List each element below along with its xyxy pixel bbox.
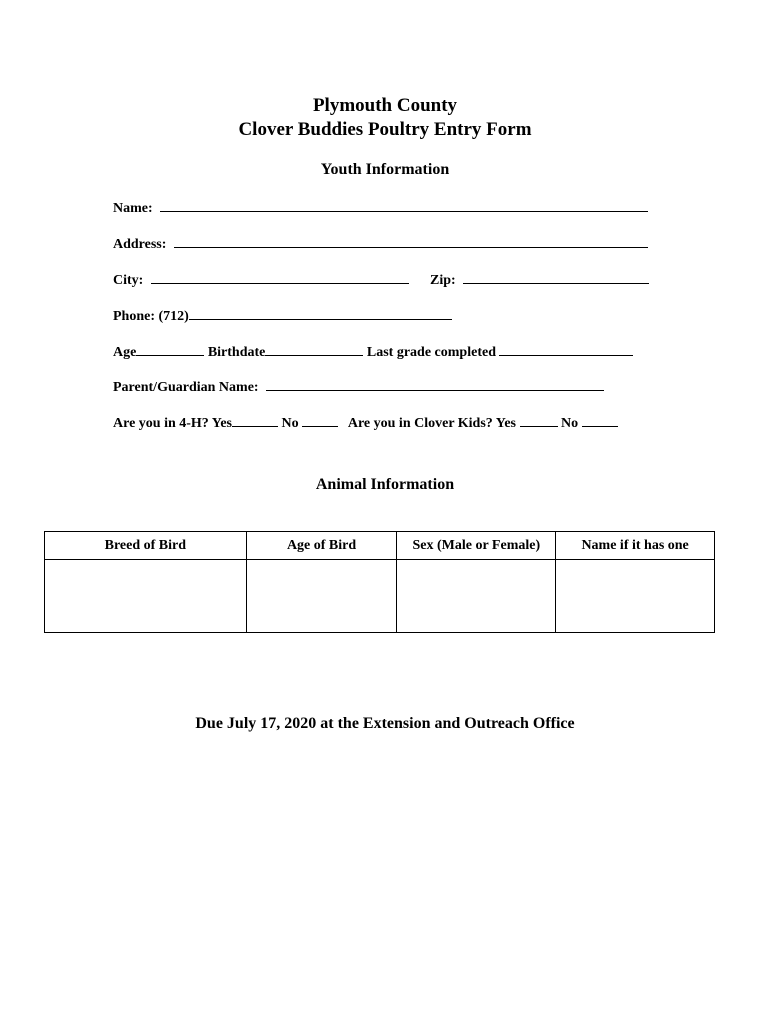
cloverkids-label: Are you in Clover Kids? Yes <box>347 416 516 431</box>
table-row <box>45 560 715 633</box>
age-label: Age <box>113 345 137 360</box>
column-header-breed: Breed of Bird <box>45 532 247 560</box>
birthdate-label: Birthdate <box>207 345 266 360</box>
cloverkids-no-field[interactable] <box>582 413 618 427</box>
address-field[interactable] <box>174 234 648 248</box>
city-field[interactable] <box>151 270 409 284</box>
name-field[interactable] <box>160 198 648 212</box>
fourh-label: Are you in 4-H? Yes <box>113 416 232 431</box>
phone-label: Phone: (712) <box>113 309 189 324</box>
bird-name-cell[interactable] <box>556 560 715 633</box>
fourh-no-field[interactable] <box>302 413 338 427</box>
column-header-age: Age of Bird <box>246 532 397 560</box>
parent-label: Parent/Guardian Name: <box>113 380 259 395</box>
fourh-yes-field[interactable] <box>232 413 278 427</box>
city-row <box>113 270 409 290</box>
form-title: Clover Buddies Poultry Entry Form <box>238 119 532 140</box>
age-field[interactable] <box>136 342 204 356</box>
youth-section-title: Youth Information <box>320 161 450 178</box>
county-title: Plymouth County <box>312 95 458 116</box>
grade-field[interactable] <box>499 342 633 356</box>
breed-cell[interactable] <box>45 560 247 633</box>
address-row <box>113 234 648 254</box>
table-header-row <box>45 532 715 560</box>
age-row <box>113 342 633 362</box>
fourh-no-label: No <box>281 416 299 431</box>
due-date-note: Due July 17, 2020 at the Extension and Outreach Office <box>195 715 575 732</box>
zip-row <box>430 270 649 290</box>
cloverkids-yes-field[interactable] <box>520 413 558 427</box>
membership-row <box>113 413 618 433</box>
zip-field[interactable] <box>463 270 649 284</box>
birthdate-field[interactable] <box>265 342 363 356</box>
phone-row <box>113 306 452 326</box>
city-label: City: <box>113 273 144 288</box>
animal-table <box>44 531 715 633</box>
name-row <box>113 198 648 218</box>
grade-label: Last grade completed <box>366 345 496 360</box>
column-header-name: Name if it has one <box>556 532 715 560</box>
age-cell[interactable] <box>246 560 397 633</box>
address-label: Address: <box>113 237 167 252</box>
column-header-sex: Sex (Male or Female) <box>397 532 556 560</box>
zip-label: Zip: <box>430 273 456 288</box>
sex-cell[interactable] <box>397 560 556 633</box>
parent-row <box>113 377 604 397</box>
phone-field[interactable] <box>189 306 452 320</box>
parent-field[interactable] <box>266 377 604 391</box>
name-label: Name: <box>113 201 153 216</box>
cloverkids-no-label: No <box>561 416 579 431</box>
animal-section-title: Animal Information <box>315 476 455 493</box>
